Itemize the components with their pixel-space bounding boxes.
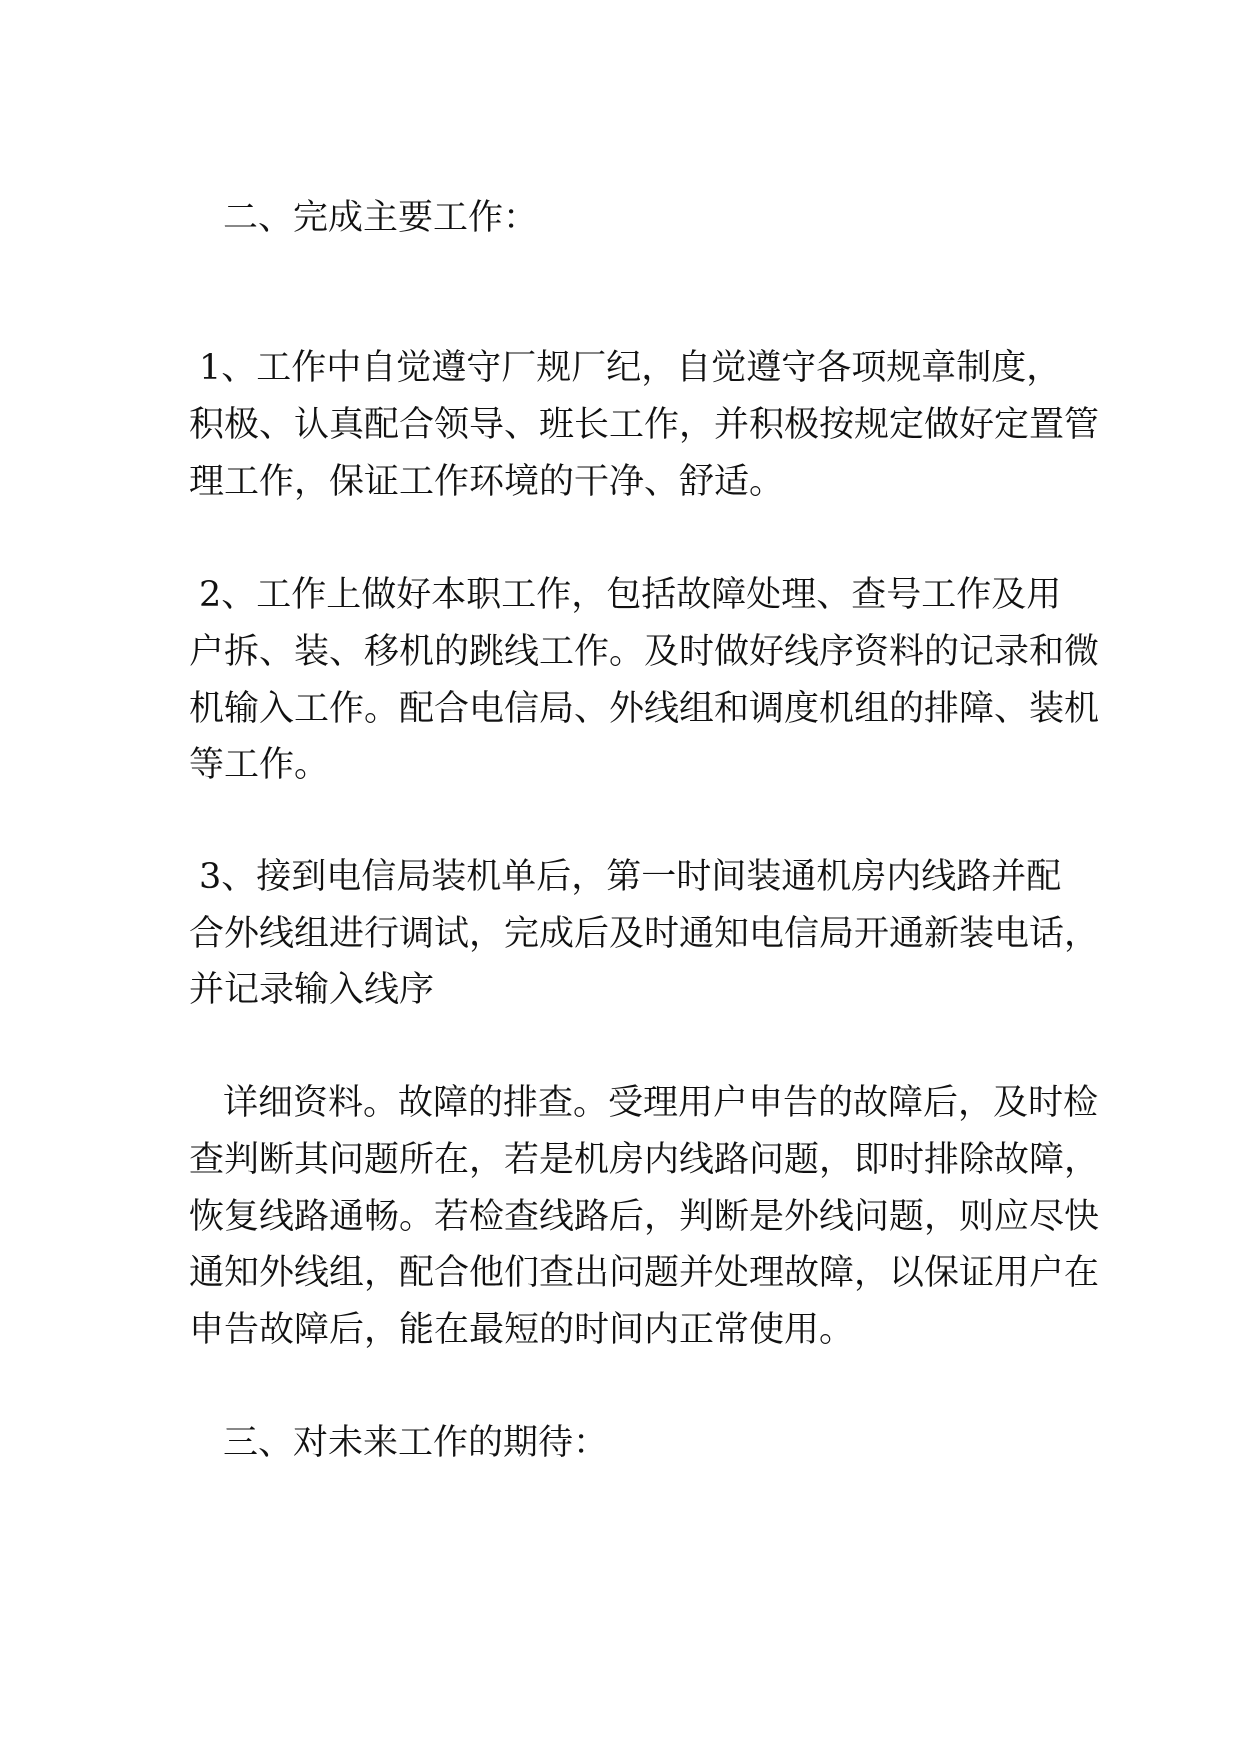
paragraph-line: 积极、认真配合领导、班长工作，并积极按规定做好定置管: [189, 405, 1100, 445]
paragraph-line: 并记录输入线序: [189, 970, 435, 1010]
paragraph-line: 申告故障后，能在最短的时间内正常使用。: [189, 1310, 855, 1350]
section-heading-2: 二、完成主要工作：: [223, 198, 539, 238]
paragraph-line: 通知外线组，配合他们查出问题并处理故障，以保证用户在: [189, 1253, 1100, 1293]
paragraph-line: 合外线组进行调试，完成后及时通知电信局开通新装电话，: [189, 914, 1100, 954]
paragraph-line: 详细资料。故障的排查。受理用户申告的故障后，及时检: [223, 1083, 1099, 1123]
paragraph-line: 等工作。: [189, 745, 330, 785]
paragraph-line: 机输入工作。配合电信局、外线组和调度机组的排障、装机: [189, 689, 1100, 729]
paragraph-line: 1、工作中自觉遵守厂规厂纪，自觉遵守各项规章制度，: [199, 348, 1062, 388]
paragraph-line: 3、接到电信局装机单后，第一时间装通机房内线路并配: [199, 857, 1062, 897]
paragraph-line: 查判断其问题所在，若是机房内线路问题，即时排除故障，: [189, 1140, 1100, 1180]
section-heading-3: 三、对未来工作的期待：: [223, 1423, 609, 1463]
paragraph-line: 恢复线路通畅。若检查线路后，判断是外线问题，则应尽快: [189, 1197, 1100, 1237]
paragraph-line: 2、工作上做好本职工作，包括故障处理、查号工作及用: [199, 575, 1062, 615]
paragraph-line: 理工作，保证工作环境的干净、舒适。: [189, 462, 785, 502]
paragraph-line: 户拆、装、移机的跳线工作。及时做好线序资料的记录和微: [189, 632, 1100, 672]
